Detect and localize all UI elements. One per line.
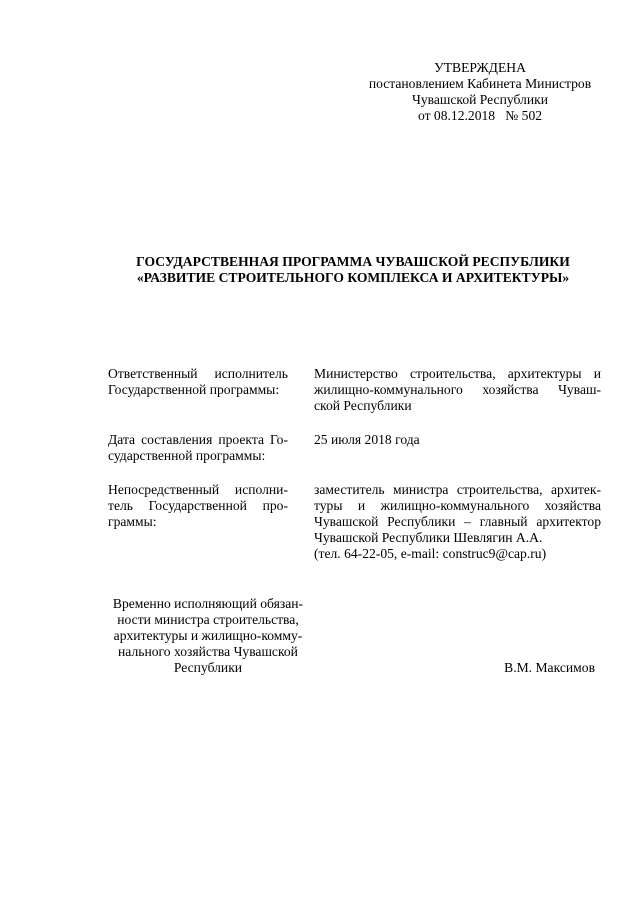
approval-date-number: от 08.12.2018 № 502 bbox=[417, 108, 543, 123]
approval-decree: постановлением Кабинета Министров bbox=[368, 76, 592, 91]
title-line-2: «РАЗВИТИЕ СТРОИТЕЛЬНОГО КОМПЛЕКСА И АРХИТЕКТУРЫ» bbox=[136, 270, 570, 285]
approval-heading: УТВЕРЖДЕНА bbox=[434, 60, 526, 75]
approval-republic: Чувашской Республики bbox=[412, 92, 548, 107]
responsible-label: Ответственный исполнитель Государственной программы: bbox=[108, 366, 288, 397]
date-label: Дата составления проекта Го- сударственной программы: bbox=[108, 432, 288, 463]
signer-position: Временно исполняющий обязан- ности министра строительства, архитектуры и жилищно-комму- нального хозяйства Чувашской Республики bbox=[112, 596, 304, 675]
direct-executor-label: Непосредственный исполни- тель Государственной про- граммы: bbox=[108, 482, 288, 529]
date-value: 25 июля 2018 года bbox=[314, 432, 420, 447]
title-line-1: ГОСУДАРСТВЕННАЯ ПРОГРАММА ЧУВАШСКОЙ РЕСПУБЛИКИ bbox=[136, 254, 570, 269]
direct-executor-value: заместитель министра строительства, архитек- туры и жилищно-коммунального хозяйства Чувашской Республики – главный архитектор Чувашской Республики Шевлягин А.А. (тел. 64-22-05, e-mail: construc9@cap.ru) bbox=[314, 482, 601, 561]
document-title bbox=[70, 254, 636, 286]
contact-info: (тел. 64-22-05, e-mail: construc9@cap.ru) bbox=[314, 546, 547, 561]
approval-block bbox=[360, 60, 600, 124]
responsible-value: Министерство строительства, архитектуры и жилищно-коммунального хозяйства Чуваш- ской Республики bbox=[314, 366, 601, 413]
signer-name: В.М. Максимов bbox=[504, 660, 595, 675]
